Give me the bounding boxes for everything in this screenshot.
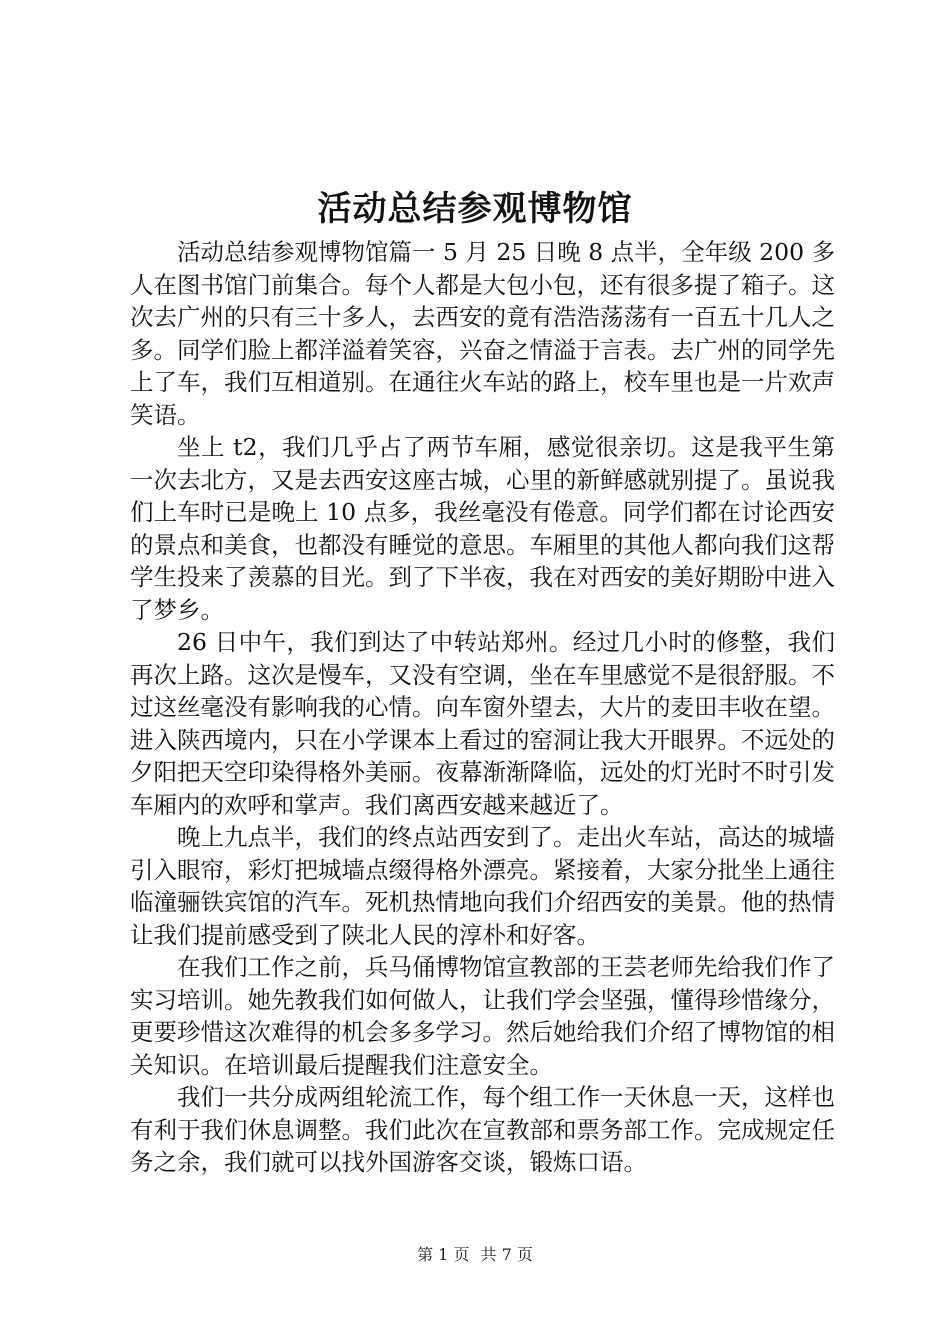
paragraph: 晚上九点半，我们的终点站西安到了。走出火车站，高达的城墙引入眼帘，彩灯把城墙点缀得格外漂亮。紧接着，大家分批坐上通往临潼骊铁宾馆的汽车。死机热情地向我们介绍西安的美景。他的热情让我们提前感受到了陕北人民的淳朴和好客。 bbox=[130, 823, 835, 949]
page-total: 共 7 页 bbox=[480, 1245, 533, 1264]
document-title: 活动总结参观博物馆 bbox=[317, 189, 633, 229]
paragraph: 我们一共分成两组轮流工作，每个组工作一天休息一天，这样也有利于我们休息调整。我们此次在宣教部和票务部工作。完成规定任务之余，我们就可以找外国游客交谈，锻炼口语。 bbox=[130, 1083, 835, 1176]
paragraph: 在我们工作之前，兵马俑博物馆宣教部的王芸老师先给我们作了实习培训。她先教我们如何做人，让我们学会坚强，懂得珍惜缘分，更要珍惜这次难得的机会多多学习。然后她给我们介绍了博物馆的相关知识。在培训最后提醒我们注意安全。 bbox=[130, 953, 835, 1079]
paragraph: 活动总结参观博物馆篇一 5 月 25 日晚 8 点半，全年级 200 多人在图书馆门前集合。每个人都是大包小包，还有很多提了箱子。这次去广州的只有三十多人，去西安的竟有浩浩荡荡有一百五十几人之多。同学们脸上都洋溢着笑容，兴奋之情溢于言表。去广州的同学先上了车，我们互相道别。在通往火车站的路上，校车里也是一片欢声笑语。 bbox=[130, 238, 835, 429]
page-footer bbox=[0, 1244, 950, 1266]
document-body bbox=[130, 236, 835, 1179]
paragraph: 26 日中午，我们到达了中转站郑州。经过几小时的修整，我们再次上路。这次是慢车，又没有空调，坐在车里感觉不是很舒服。不过这丝毫没有影响我的心情。向车窗外望去，大片的麦田丰收在望。进入陕西境内，只在小学课本上看过的窑洞让我大开眼界。不远处的夕阳把天空印染得格外美丽。夜幕渐渐降临，远处的灯光时不时引发车厢内的欢呼和掌声。我们离西安越来越近了。 bbox=[130, 628, 835, 819]
paragraph: 坐上 t2，我们几乎占了两节车厢，感觉很亲切。这是我平生第一次去北方，又是去西安这座古城，心里的新鲜感就别提了。虽说我们上车时已是晚上 10 点多，我丝毫没有倦意。同学们都在讨论西安的景点和美食，也都没有睡觉的意思。车厢里的其他人都向我们这帮学生投来了羡慕的目光。到了下半夜，我在对西安的美好期盼中进入了梦乡。 bbox=[130, 433, 835, 624]
page-number: 第 1 页 bbox=[417, 1245, 470, 1264]
